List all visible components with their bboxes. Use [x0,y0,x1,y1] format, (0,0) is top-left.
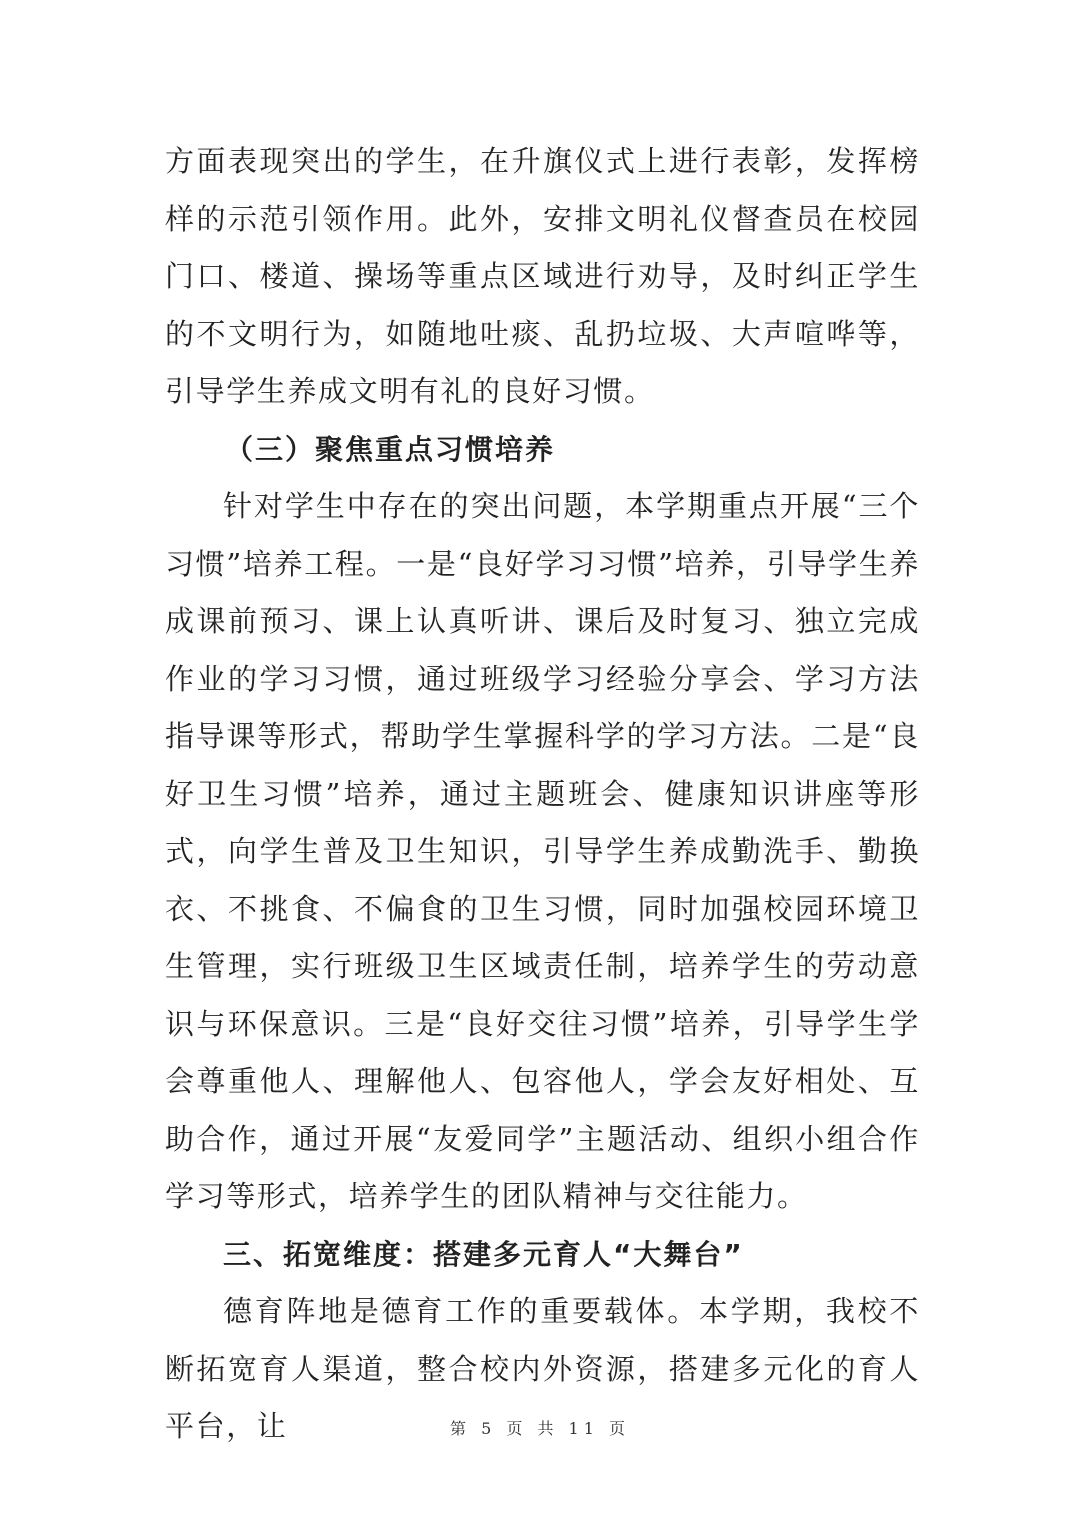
page-number-footer: 第 5 页 共 11 页 [450,1419,630,1438]
section-heading-expand-dimensions: 三、拓宽维度：搭建多元育人“大舞台” [223,1237,744,1271]
document-body [165,133,920,1456]
paragraph-three-habits: 针对学生中存在的突出问题，本学期重点开展“三个习惯”培养工程。一是“良好学习习惯”培养，引导学生养成课前预习、课上认真听讲、课后及时复习、独立完成作业的学习习惯，通过班级学习经验分享会、学习方法指导课等形式，帮助学生掌握科学的学习方法。二是“良好卫生习惯”培养，通过主题班会、健康知识讲座等形式，向学生普及卫生知识，引导学生养成勤洗手、勤换衣、不挑食、不偏食的卫生习惯，同时加强校园环境卫生管理，实行班级卫生区域责任制，培养学生的劳动意识与环保意识。三是“良好交往习惯”培养，引导学生学会尊重他人、理解他人、包容他人，学会友好相处、互助合作，通过开展“友爱同学”主题活动、组织小组合作学习等形式，培养学生的团队精神与交往能力。 [165,489,920,1213]
paragraph-praise-etiquette: 方面表现突出的学生，在升旗仪式上进行表彰，发挥榜样的示范引领作用。此外，安排文明礼仪督查员在校园门口、楼道、操场等重点区域进行劝导，及时纠正学生的不文明行为，如随地吐痰、乱扔垃圾、大声喧哗等，引导学生养成文明有礼的良好习惯。 [165,144,920,408]
subheading-habit-cultivation: （三）聚焦重点习惯培养 [225,432,556,466]
paragraph-moral-education-platform: 德育阵地是德育工作的重要载体。本学期，我校不断拓宽育人渠道，整合校内外资源，搭建多元化的育人平台，让 [165,1294,920,1443]
